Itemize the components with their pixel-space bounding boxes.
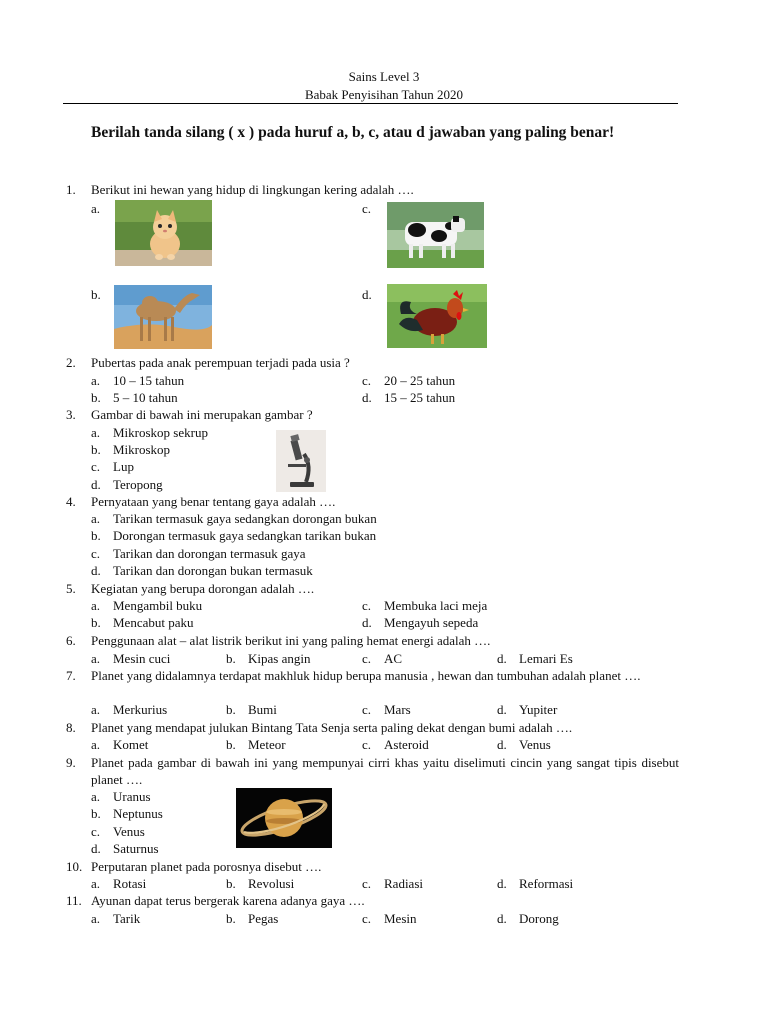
option-d: d. 15 – 25 tahun xyxy=(362,390,456,405)
option-c: c. Asteroid xyxy=(362,737,429,752)
option-d: d. Teropong xyxy=(91,477,163,492)
question-text: Kegiatan yang berupa dorongan adalah …. xyxy=(91,581,315,596)
option-a: a. Tarikan termasuk gaya sedangkan dorongan bukan xyxy=(91,511,377,526)
option-d: d. Tarikan dan dorongan bukan termasuk xyxy=(91,563,313,578)
rooster-image xyxy=(387,284,487,348)
question-text: Gambar di bawah ini merupakan gambar ? xyxy=(91,407,313,422)
question-number: 6. xyxy=(66,633,76,648)
question-text: Penggunaan alat – alat listrik berikut ini yang paling hemat energi adalah …. xyxy=(91,633,491,648)
question-number: 9. xyxy=(66,755,76,770)
option-b: b. 5 – 10 tahun xyxy=(91,390,178,405)
question-text: Berikut ini hewan yang hidup di lingkungan kering adalah …. xyxy=(91,182,414,197)
option-d: d. Reformasi xyxy=(497,876,574,891)
saturn-image xyxy=(236,788,332,848)
question-text: Ayunan dapat terus bergerak karena adanya gaya …. xyxy=(91,893,365,908)
option-b: b. Mencabut paku xyxy=(91,615,194,630)
option-letter: b. xyxy=(91,287,101,302)
option-a: a. Uranus xyxy=(91,789,151,804)
question-text: Planet yang mendapat julukan Bintang Tata Senja serta paling dekat dengan bumi adalah …. xyxy=(91,720,573,735)
microscope-image xyxy=(276,430,326,492)
option-c: c. Mars xyxy=(362,702,411,717)
option-c: c. Venus xyxy=(91,824,145,839)
kitten-image xyxy=(115,200,212,266)
question-text: Planet pada gambar di bawah ini yang mempunyai cirri khas yaitu diselimuti cincin yang sangat tipis disebut planet …. xyxy=(91,755,679,787)
option-d: d. Mengayuh sepeda xyxy=(362,615,479,630)
option-letter: a. xyxy=(91,201,101,216)
option-c: c. 20 – 25 tahun xyxy=(362,373,456,388)
option-c: c. Mesin xyxy=(362,911,417,926)
option-b: b. Kipas angin xyxy=(226,651,311,666)
header-subtitle: Babak Penyisihan Tahun 2020 xyxy=(304,87,464,102)
option-letter: c. xyxy=(362,201,372,216)
header-divider xyxy=(63,103,678,104)
question-text: Planet yang didalamnya terdapat makhluk hidup berupa manusia , hewan dan tumbuhan adalah planet …. xyxy=(91,668,641,683)
option-c: c. AC xyxy=(362,651,403,666)
option-d: d. Venus xyxy=(497,737,551,752)
option-d: d. Dorong xyxy=(497,911,559,926)
question-text: Perputaran planet pada porosnya disebut …. xyxy=(91,859,322,874)
question-text: Pubertas pada anak perempuan terjadi pada usia ? xyxy=(91,355,350,370)
question-number: 2. xyxy=(66,355,76,370)
option-b: b. Mikroskop xyxy=(91,442,171,457)
option-b: b. Dorongan termasuk gaya sedangkan tarikan bukan xyxy=(91,528,377,543)
option-c: c. Radiasi xyxy=(362,876,423,891)
header-title: Sains Level 3 xyxy=(348,69,420,84)
camel-image xyxy=(114,285,212,349)
question-number: 7. xyxy=(66,668,76,683)
option-d: d. Lemari Es xyxy=(497,651,573,666)
option-c: c. Lup xyxy=(91,459,134,474)
option-a: a. Mengambil buku xyxy=(91,598,203,613)
cow-image xyxy=(387,202,484,268)
option-a: a. 10 – 15 tahun xyxy=(91,373,185,388)
option-a: a. Tarik xyxy=(91,911,141,926)
option-b: b. Neptunus xyxy=(91,806,163,821)
option-a: a. Merkurius xyxy=(91,702,168,717)
instruction-text: Berilah tanda silang ( x ) pada huruf a, b, c, atau d jawaban yang paling benar! xyxy=(91,124,615,141)
question-number: 3. xyxy=(66,407,76,422)
option-b: b. Pegas xyxy=(226,911,279,926)
option-b: b. Meteor xyxy=(226,737,286,752)
question-number: 10. xyxy=(66,859,83,874)
option-a: a. Komet xyxy=(91,737,149,752)
question-number: 5. xyxy=(66,581,76,596)
option-b: b. Bumi xyxy=(226,702,277,717)
question-number: 1. xyxy=(66,182,76,197)
option-c: c. Tarikan dan dorongan termasuk gaya xyxy=(91,546,306,561)
option-d: d. Yupiter xyxy=(497,702,558,717)
option-c: c. Membuka laci meja xyxy=(362,598,488,613)
question-number: 8. xyxy=(66,720,76,735)
question-number: 11. xyxy=(66,893,82,908)
option-a: a. Mesin cuci xyxy=(91,651,171,666)
question-number: 4. xyxy=(66,494,76,509)
option-a: a. Mikroskop sekrup xyxy=(91,425,208,440)
option-letter: d. xyxy=(362,287,372,302)
option-b: b. Revolusi xyxy=(226,876,295,891)
option-a: a. Rotasi xyxy=(91,876,147,891)
question-text: Pernyataan yang benar tentang gaya adalah …. xyxy=(91,494,336,509)
option-d: d. Saturnus xyxy=(91,841,159,856)
